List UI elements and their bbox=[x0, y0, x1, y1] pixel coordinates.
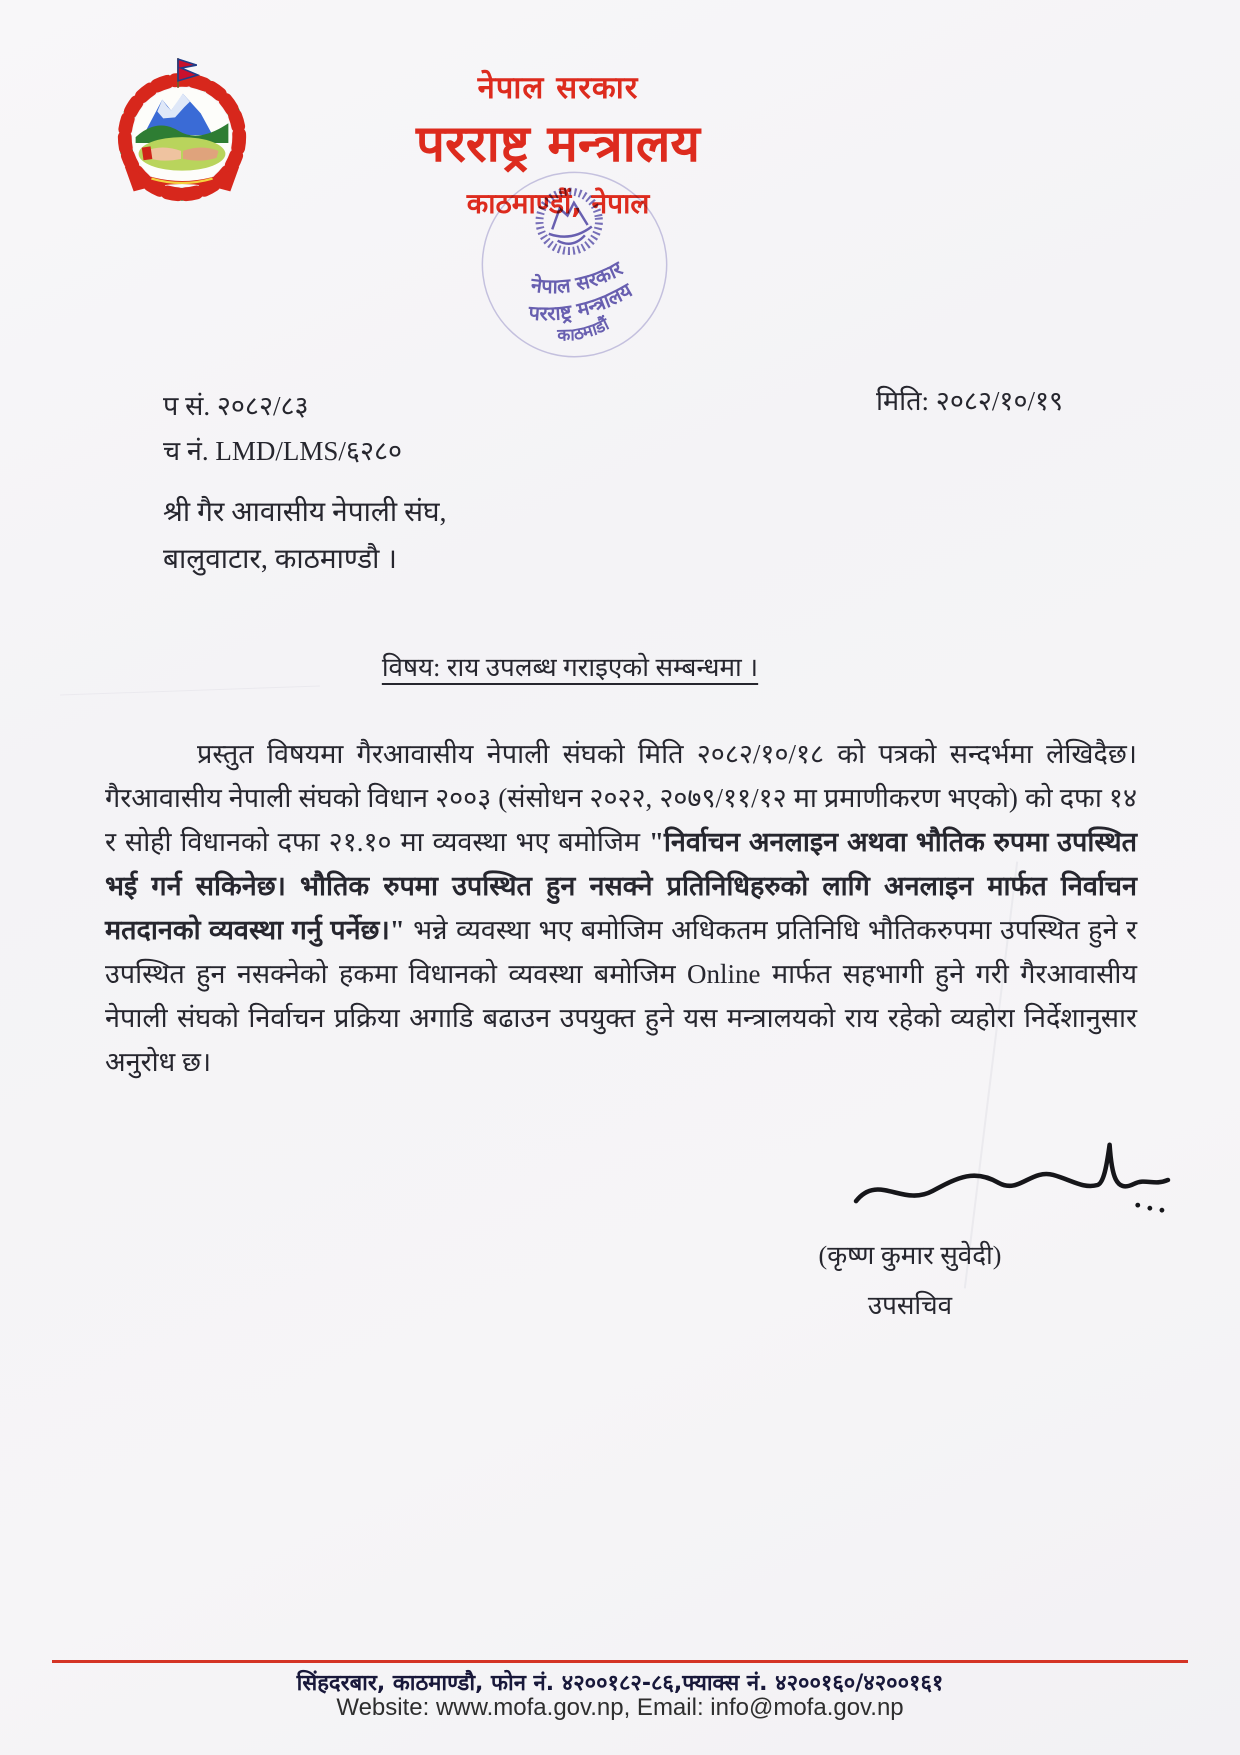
letter-date: मिति: २०८२/१०/१९ bbox=[876, 386, 1064, 416]
body-text-1: प्रस्तुत विषयमा गैरआवासीय नेपाली संघको मिति २०८२/१०/१८ को पत्रको सन्दर्भमा लेखिदैछ। गैरआवासीय नेपाली संघको विधान २००३ (संसोधन २०२२, २०७९/११/१२ मा प्रमाणीकरण भएको) को दफा १४ र सोही विधानको दफा २१.१० मा व्यवस्था भए बमोजिम bbox=[105, 739, 1137, 857]
mofa-round-seal-icon bbox=[466, 166, 684, 371]
subject-text: विषय: राय उपलब्ध गराइएको सम्बन्धमा । bbox=[381, 653, 759, 682]
addressee-address: बालुवाटार, काठमाण्डौ । bbox=[163, 544, 398, 575]
stamp-line3: काठमाडौं bbox=[557, 313, 612, 345]
subject-line bbox=[0, 648, 1140, 684]
stamp-line1: नेपाल सरकार bbox=[529, 256, 627, 299]
stamp-line2: परराष्ट्र मन्त्रालय bbox=[527, 278, 637, 326]
handwritten-signature-icon bbox=[852, 1138, 1174, 1230]
footer-address: सिंहदरबार, काठमाण्डौ, फोन नं. ४२००१८२-८६,फ्याक्स नं. ४२००१६०/४२००१६१ bbox=[296, 1671, 944, 1696]
nepal-coat-of-arms-icon bbox=[108, 56, 256, 234]
ministry-location: काठमाण्डौं, नेपाल bbox=[466, 187, 650, 220]
footer-divider bbox=[52, 1660, 1188, 1663]
body-quoted-provision: "निर्वाचन अनलाइन अथवा भौतिक रुपमा उपस्थित भई गर्न सकिनेछ। भौतिक रुपमा उपस्थित हुन नसक्ने प्रतिनिधिहरुको लागि अनलाइन मार्फत निर्वाचन मतदानको व्यवस्था गर्नु पर्नेछ।" bbox=[105, 827, 1137, 945]
dispatch-number: च नं. LMD/LMS/६२८० bbox=[163, 436, 403, 466]
footer-contact: Website: www.mofa.gov.np, Email: info@mofa.gov.np bbox=[336, 1694, 904, 1721]
paper-crease bbox=[60, 685, 320, 695]
letter-body bbox=[105, 732, 1137, 1084]
body-text-2: भन्ने व्यवस्था भए बमोजिम अधिकतम प्रतिनिधि भौतिकरुपमा उपस्थित हुने र उपस्थित हुन नसक्नेको हकमा विधानको व्यवस्था बमोजिम Online मार्फत सहभागी हुने गरी गैरआवासीय नेपाली संघको निर्वाचन प्रक्रिया अगाडि बढाउन उपयुक्त हुने यस मन्त्रालयको राय रहेको व्यहोरा निर्देशानुसार अनुरोध छ। bbox=[105, 915, 1137, 1077]
government-name: नेपाल सरकार bbox=[477, 70, 639, 106]
signatory-title: उपसचिव bbox=[867, 1291, 953, 1320]
reference-number: प सं. २०८२/८३ bbox=[163, 391, 309, 421]
signatory-name: (कृष्ण कुमार सुवेदी) bbox=[818, 1241, 1002, 1270]
ministry-name: परराष्ट्र मन्त्रालय bbox=[415, 115, 701, 174]
addressee-name: श्री गैर आवासीय नेपाली संघ, bbox=[163, 497, 447, 528]
